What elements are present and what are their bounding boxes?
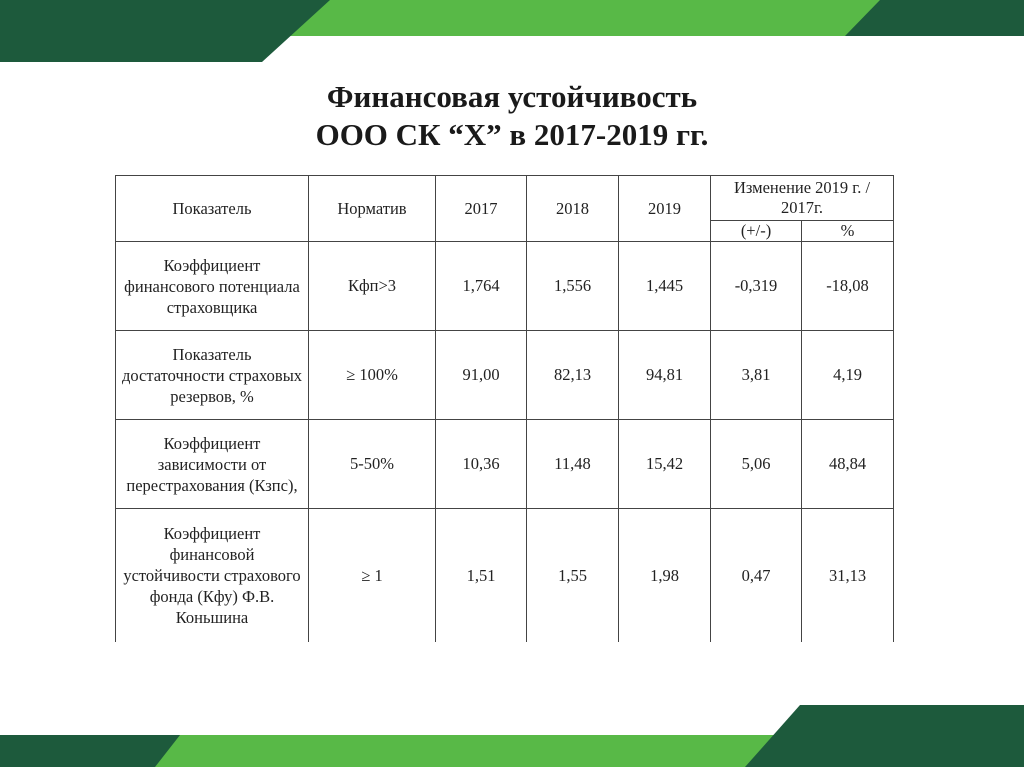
row-norm: ≥ 1 xyxy=(309,509,436,643)
financial-stability-table xyxy=(115,175,894,642)
row-value-2018: 1,55 xyxy=(527,509,619,643)
title-line-2: ООО СК “Х” в 2017-2019 гг. xyxy=(315,117,709,152)
row-value-2019: 15,42 xyxy=(619,420,711,509)
table-row xyxy=(116,509,894,643)
row-value-2019: 1,98 xyxy=(619,509,711,643)
row-change-pct: 31,13 xyxy=(802,509,894,643)
row-change-pct: -18,08 xyxy=(802,242,894,331)
row-change-abs: 5,06 xyxy=(711,420,802,509)
row-change-pct: 4,19 xyxy=(802,331,894,420)
table-row xyxy=(116,420,894,509)
row-indicator-name: Коэффициент финансового потенциала страховщика xyxy=(116,242,309,331)
bottom-green-band xyxy=(0,705,1024,767)
header-change: Изменение 2019 г. / 2017г. xyxy=(711,176,894,221)
header-change-pct: % xyxy=(802,221,894,242)
row-value-2017: 1,51 xyxy=(436,509,527,643)
row-change-pct: 48,84 xyxy=(802,420,894,509)
row-indicator-name: Коэффициент финансовой устойчивости страхового фонда (Кфу) Ф.В. Коньшина xyxy=(116,509,309,643)
header-indicator: Показатель xyxy=(116,176,309,242)
header-2018: 2018 xyxy=(527,176,619,242)
row-value-2018: 82,13 xyxy=(527,331,619,420)
table-row xyxy=(116,331,894,420)
row-value-2018: 1,556 xyxy=(527,242,619,331)
row-norm: ≥ 100% xyxy=(309,331,436,420)
row-change-abs: 3,81 xyxy=(711,331,802,420)
row-value-2018: 11,48 xyxy=(527,420,619,509)
row-value-2017: 10,36 xyxy=(436,420,527,509)
slide-title xyxy=(0,78,1024,154)
title-line-1: Финансовая устойчивость xyxy=(326,79,698,114)
row-value-2019: 94,81 xyxy=(619,331,711,420)
row-change-abs: -0,319 xyxy=(711,242,802,331)
row-indicator-name: Коэффициент зависимости от перестрахования (Кзпс), xyxy=(116,420,309,509)
row-change-abs: 0,47 xyxy=(711,509,802,643)
header-change-abs: (+/-) xyxy=(711,221,802,242)
row-indicator-name: Показатель достаточности страховых резервов, % xyxy=(116,331,309,420)
header-2017: 2017 xyxy=(436,176,527,242)
row-norm: 5-50% xyxy=(309,420,436,509)
top-green-band xyxy=(0,0,1024,62)
header-norm: Норматив xyxy=(309,176,436,242)
row-value-2017: 1,764 xyxy=(436,242,527,331)
row-value-2017: 91,00 xyxy=(436,331,527,420)
header-2019: 2019 xyxy=(619,176,711,242)
row-norm: Кфп>3 xyxy=(309,242,436,331)
row-value-2019: 1,445 xyxy=(619,242,711,331)
table-row xyxy=(116,242,894,331)
